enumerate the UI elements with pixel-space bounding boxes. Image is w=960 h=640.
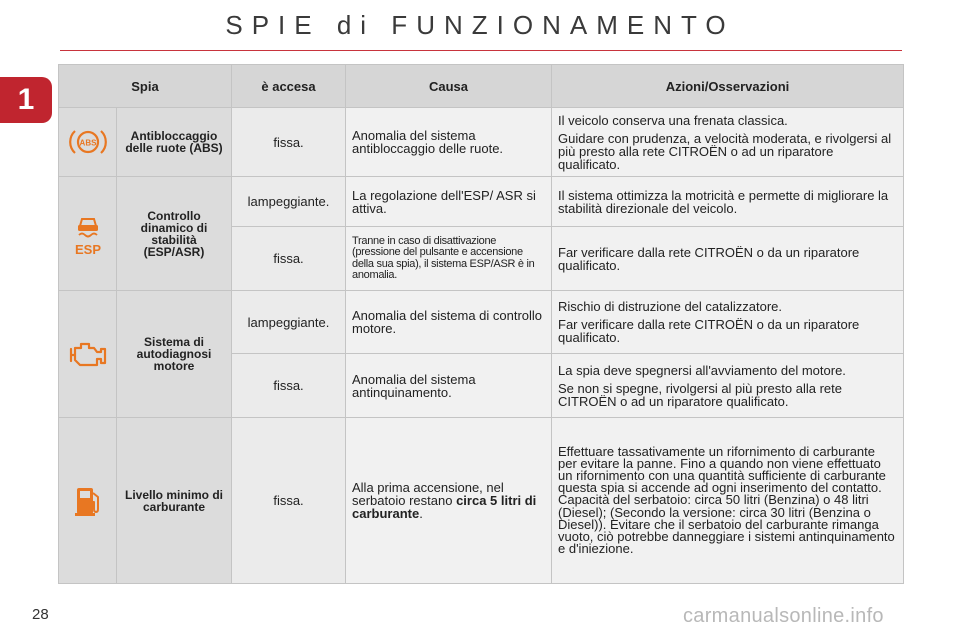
table-row [59, 418, 904, 584]
stato-cell: fissa. [232, 354, 346, 418]
causa-cell: Anomalia del sistema di controllo motore. [346, 291, 552, 354]
svg-text:ABS: ABS [79, 138, 96, 148]
table-row [59, 108, 904, 177]
engine-icon-cell [59, 291, 117, 418]
spia-name: Livello minimo di carburante [117, 418, 232, 584]
chapter-tab: 1 [0, 77, 52, 123]
page-number: 28 [32, 606, 49, 623]
header-stato: è accesa [232, 65, 346, 108]
causa-cell: Anomalia del sistema antinquinamento. [346, 354, 552, 418]
causa-cell [346, 418, 552, 584]
azioni-text: Effettuare tassativamente un rifornimento di carburante per evitare la panne. Fino a quando non viene effettuato un rifornimento con una quantità sufficiente di carburante questa spia si accende ad ogni inserimento del contatto. Capacità del serbatoio: circa 50 litri (Benzina) o 48 litri (Diesel); (Secondo la versione: circa 30 litri (Benzina o Diesel)). Evitare che il serbatoio del carburante rimanga vuoto, ciò potrebbe danneggiare i sistemi antinquinamento e d'iniezione. [558, 443, 895, 557]
stato-cell: lampeggiante. [232, 177, 346, 227]
page-title: SPIE di FUNZIONAMENTO [225, 10, 735, 40]
azioni-text: Se non si spegne, rivolgersi al più presto alla rete CITROËN o ad un riparatore qualificato. [558, 380, 842, 409]
azioni-cell [552, 418, 904, 584]
watermark: carmanualsonline.info [683, 605, 884, 627]
spia-name: Sistema di autodiagnosi motore [117, 291, 232, 418]
title-divider [60, 50, 902, 51]
causa-cell: Anomalia del sistema antibloccaggio delle ruote. [346, 108, 552, 177]
stato-cell: fissa. [232, 418, 346, 584]
causa-emphasis: circa 5 litri di carburante [352, 493, 537, 521]
azioni-cell [552, 291, 904, 354]
warning-lights-table [58, 64, 904, 584]
azioni-text: Il veicolo conserva una frenata classica. [558, 112, 788, 128]
azioni-cell [552, 108, 904, 177]
stato-cell: fissa. [232, 108, 346, 177]
causa-text-end: . [419, 506, 423, 521]
abs-icon-cell [59, 108, 117, 177]
azioni-text: Rischio di distruzione del catalizzatore. [558, 299, 782, 314]
abs-warning-icon [68, 126, 108, 158]
azioni-text: Far verificare dalla rete CITROËN o da un riparatore qualificato. [558, 317, 860, 345]
table-header-row [59, 65, 904, 108]
esp-icon-cell [59, 177, 117, 291]
table-row [59, 291, 904, 354]
azioni-text: La spia deve spegnersi all'avviamento del motore. [558, 362, 846, 378]
engine-check-icon [67, 338, 109, 370]
table-row [59, 177, 904, 227]
header-spia: Spia [59, 65, 232, 108]
spia-name: Controllo dinamico di stabilità (ESP/ASR) [117, 177, 232, 291]
fuel-pump-icon [72, 484, 104, 518]
causa-text: Alla prima accensione, nel serbatoio restano [352, 480, 504, 508]
spia-name: Antibloccaggio delle ruote (ABS) [117, 108, 232, 177]
header-azioni: Azioni/Osservazioni [552, 65, 904, 108]
stato-cell: lampeggiante. [232, 291, 346, 354]
header-causa: Causa [346, 65, 552, 108]
svg-text:ESP: ESP [74, 241, 101, 257]
azioni-text: Il sistema ottimizza la motricità e permette di migliorare la stabilità direzionale del veicolo. [558, 187, 889, 216]
stato-cell: fissa. [232, 227, 346, 291]
azioni-cell [552, 354, 904, 418]
fuel-icon-cell [59, 418, 117, 584]
esp-warning-icon [70, 211, 106, 257]
causa-cell: La regolazione dell'ESP/ ASR si attiva. [346, 177, 552, 227]
azioni-cell [552, 177, 904, 227]
azioni-text: Far verificare dalla rete CITROËN o da un riparatore qualificato. [558, 244, 860, 273]
azioni-text: Guidare con prudenza, a velocità moderata, e rivolgersi al più presto alla rete CITROËN o ad un riparatore qualificato. [558, 130, 892, 172]
azioni-cell [552, 227, 904, 291]
causa-cell: Tranne in caso di disattivazione (pressione del pulsante e accensione della sua spia), il sistema ESP/ASR è in anomalia. [346, 227, 552, 291]
